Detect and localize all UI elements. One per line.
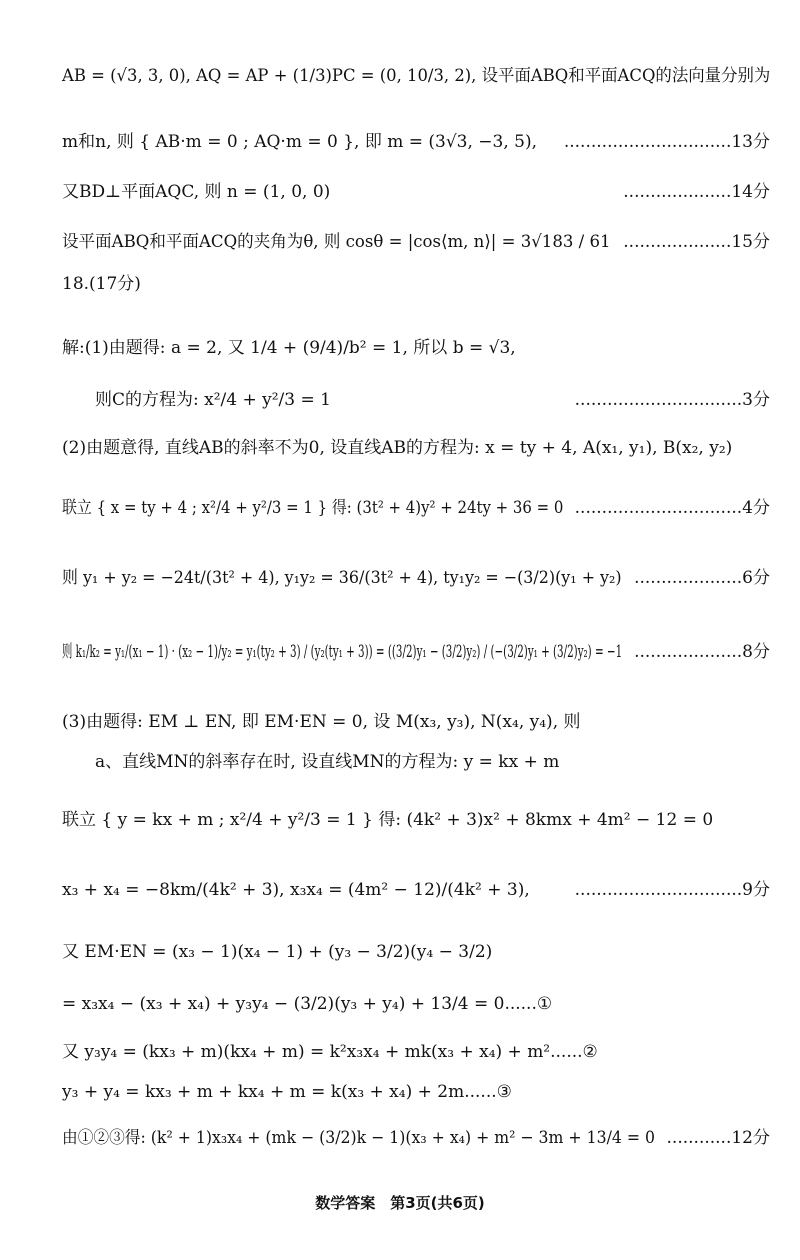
score-13: ...............................13分 [563,132,770,152]
score-6: ....................6分 [634,568,770,588]
line-cos-theta: 设平面ABQ和平面ACQ的夹角为θ, 则 cosθ = |cos⟨m, n⟩| = 3√183 / 61 [62,232,611,252]
line-system-ab: 联立 { x = ty + 4 ; x²/4 + y²/3 = 1 } 得: (3t² + 4)y² + 24ty + 36 = 0 [62,498,564,518]
score-8: ....................8分 [634,642,770,662]
page-footer: 数学答案 第3页(共6页) [315,1194,485,1212]
line-vieta-y: 则 y₁ + y₂ = −24t/(3t² + 4), y₁y₂ = 36/(3t² + 4), ty₁y₂ = −(3/2)(y₁ + y₂) [62,568,622,588]
score-15: ....................15分 [623,232,770,252]
line-normal-m: m和n, 则 { AB·m = 0 ; AQ·m = 0 }, 即 m = (3√3, −3, 5), [62,132,538,152]
line-eq-3: y₃ + y₄ = kx₃ + m + kx₄ + m = k(x₃ + x₄) + 2m......③ [62,1082,512,1102]
score-9: ...............................9分 [574,880,770,900]
line-eq-1: = x₃x₄ − (x₃ + x₄) + y₃y₄ − (3/2)(y₃ + y₄) + 13/4 = 0......① [62,994,553,1014]
line-system-mn: 联立 { y = kx + m ; x²/4 + y²/3 = 1 } 得: (4k² + 3)x² + 8kmx + 4m² − 12 = 0 [62,810,714,830]
heading-question-18: 18.(17分) [62,274,141,294]
score-4: ...............................4分 [574,498,770,518]
line-k-ratio: 则 k₁/k₂ = y₁/(x₁ − 1) · (x₂ − 1)/y₂ = y₁(ty₂ + 3) / (y₂(ty₁ + 3)) = ((3/2)y₁ − (3/2)y₂) / (−(3/2)y₁ + (3/2)y₂) = −1 [62,642,623,662]
line-case-a: a、直线MN的斜率存在时, 设直线MN的方程为: y = kx + m [95,752,560,772]
line-vieta-x: x₃ + x₄ = −8km/(4k² + 3), x₃x₄ = (4m² − 12)/(4k² + 3), [62,880,530,900]
line-normal-n: 又BD⊥平面AQC, 则 n = (1, 0, 0) [62,182,331,202]
line-vectors: AB = (√3, 3, 0), AQ = AP + (1/3)PC = (0, 10/3, 2), 设平面ABQ和平面ACQ的法向量分别为 [62,66,771,86]
line-dot-product: 又 EM·EN = (x₃ − 1)(x₄ − 1) + (y₃ − 3/2)(y₄ − 3/2) [62,942,493,962]
line-eq-2: 又 y₃y₄ = (kx₃ + m)(kx₄ + m) = k²x₃x₄ + mk(x₃ + x₄) + m²......② [62,1042,598,1062]
line-part1: 解:(1)由题得: a = 2, 又 1/4 + (9/4)/b² = 1, 所以 b = √3, [62,338,516,358]
line-part3: (3)由题得: EM ⊥ EN, 即 EM·EN = 0, 设 M(x₃, y₃), N(x₄, y₄), 则 [62,712,581,732]
line-combined: 由①②③得: (k² + 1)x₃x₄ + (mk − (3/2)k − 1)(x₃ + x₄) + m² − 3m + 13/4 = 0 [62,1128,655,1148]
score-12: ............12分 [666,1128,770,1148]
line-part2: (2)由题意得, 直线AB的斜率不为0, 设直线AB的方程为: x = ty + 4, A(x₁, y₁), B(x₂, y₂) [62,438,733,458]
line-ellipse-equation: 则C的方程为: x²/4 + y²/3 = 1 [95,390,331,410]
score-14: ....................14分 [623,182,770,202]
score-3: ...............................3分 [574,390,770,410]
